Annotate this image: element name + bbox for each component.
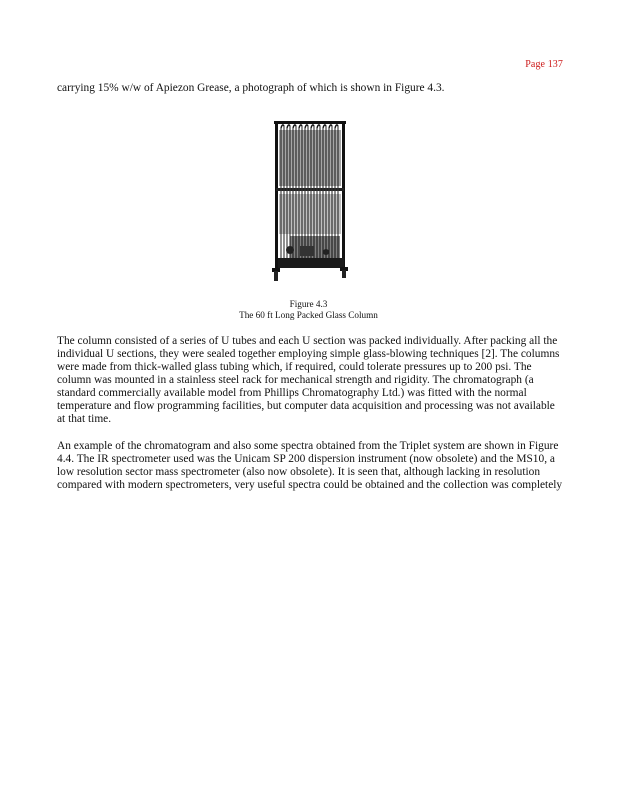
body-paragraph: The column consisted of a series of U tubes and each U section was packed individually. After packing all the individual U sections, they were sealed together employing simple glass-blowing techniques [2]. The columns were made from thick-walled glass tubing which, if required, could tolerate pressures up to 200 psi. The column was mounted in a stainless steel rack for mechanical strength and rigidity. The chromatograph (a standard commercially available model from Phillips Chromatography Ltd.) was fitted with the normal temperature and flow programming facilities, but computer data acquisition and processing was not available at that time. bbox=[57, 335, 560, 425]
figure-label: Figure 4.3 bbox=[289, 299, 328, 309]
intro-text: carrying 15% w/w of Apiezon Grease, a photograph of which is shown in Figure 4.3. bbox=[57, 82, 445, 94]
glass-column-photo bbox=[270, 118, 350, 284]
body-paragraph: An example of the chromatogram and also some spectra obtained from the Triplet system are shown in Figure 4.4. The IR spectrometer used was the Unicam SP 200 dispersion instrument (now obsolete) and the MS10, a low resolution sector mass spectrometer (also now obsolete). It is seen that, although lacking in resolution compared with modern spectrometers, very useful spectra could be obtained and the collection was completely bbox=[57, 440, 563, 491]
page-number: Page 137 bbox=[525, 59, 563, 70]
figure-title: The 60 ft Long Packed Glass Column bbox=[239, 310, 378, 320]
figure-photo bbox=[270, 118, 350, 284]
